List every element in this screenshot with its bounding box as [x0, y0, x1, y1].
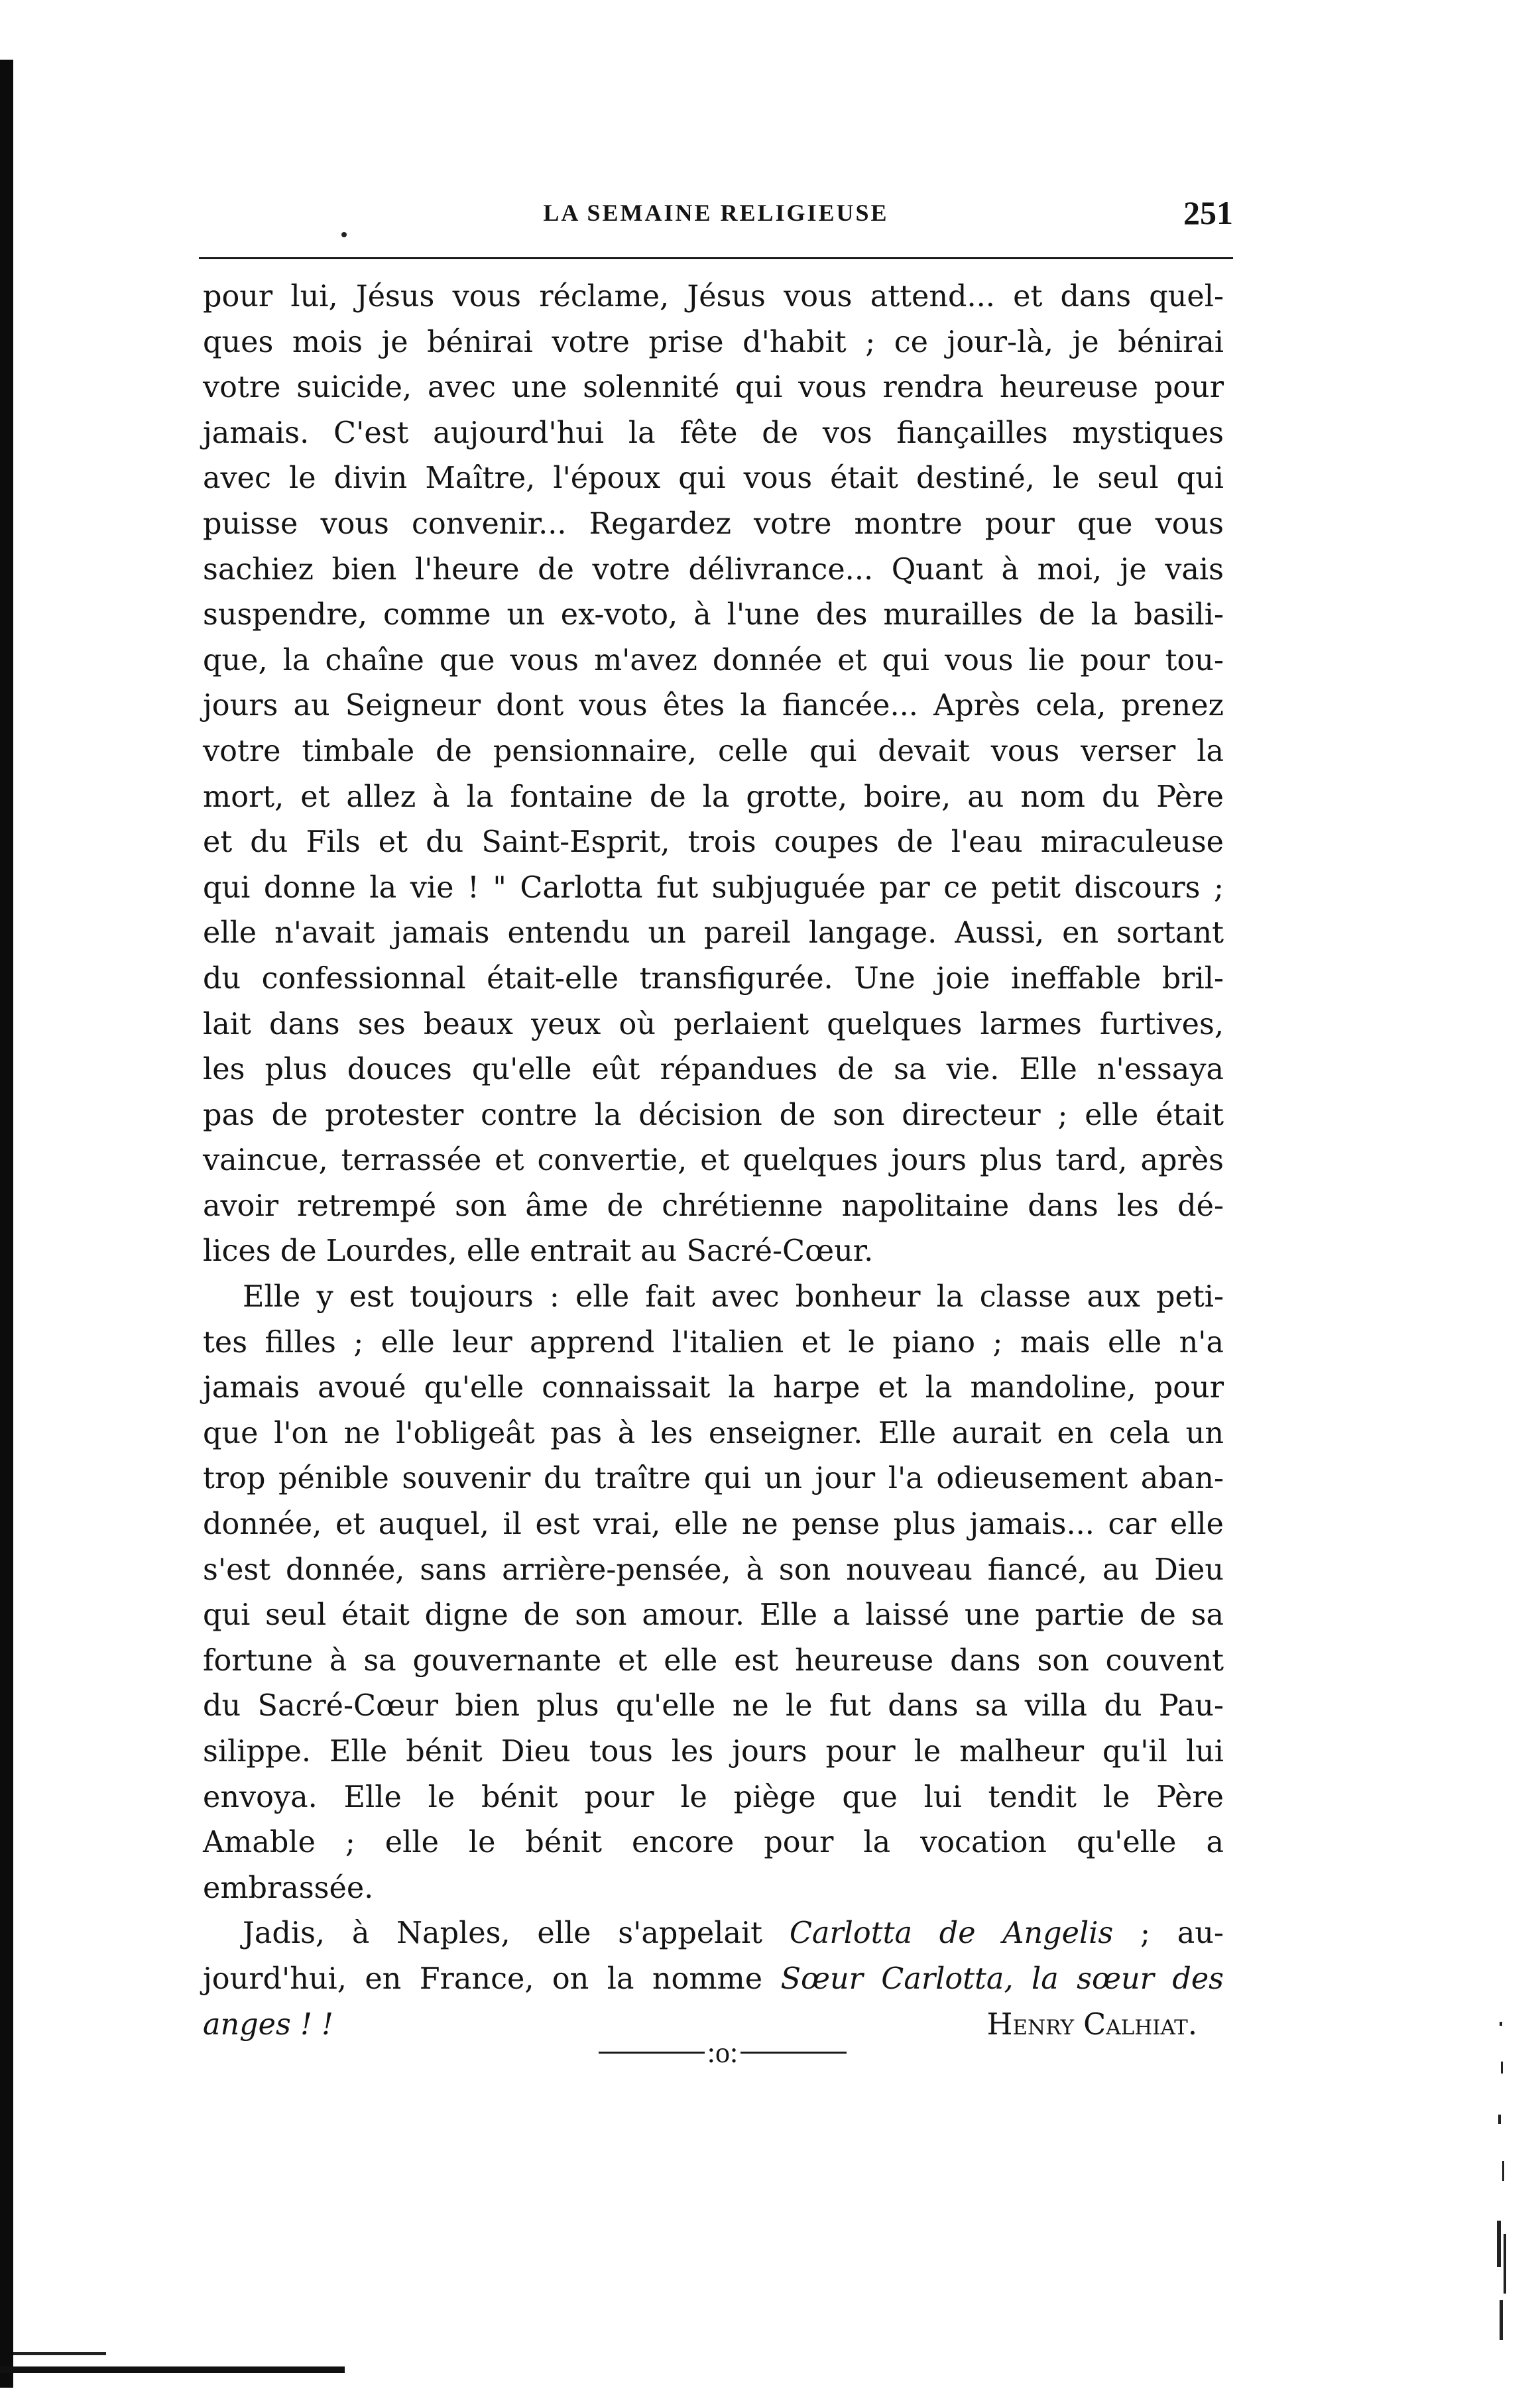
text-line: du confessionnal était-elle transfigurée. Une joie ineffable bril-: [203, 961, 1224, 996]
text-line: avec le divin Maître, l'époux qui vous était destiné, le seul qui: [203, 461, 1224, 496]
running-title: LA SEMAINE RELIGIEUSE: [543, 200, 889, 226]
text-line: envoya. Elle le bénit pour le piège que lui tendit le Père: [203, 1780, 1224, 1814]
text-line: que l'on ne l'obligeât pas à les enseigner. Elle aurait en cela un: [203, 1416, 1224, 1450]
separator-rule-right: [740, 2052, 847, 2054]
scan-border-left: [0, 60, 13, 2388]
section-separator: [583, 2032, 862, 2072]
running-header: [199, 194, 1233, 240]
text-line: jamais avoué qu'elle connaissait la harpe et la mandoline, pour: [203, 1371, 1224, 1405]
article-body: [203, 274, 1224, 2048]
text-line: suspendre, comme un ex-voto, à l'une des murailles de la basili-: [203, 598, 1224, 632]
author-signature: Henry Calhiat.: [986, 2007, 1197, 2042]
religious-name-end: anges ! !: [203, 2007, 333, 2042]
text-line: pour lui, Jésus vous réclame, Jésus vous attend... et dans quel-: [203, 280, 1224, 314]
text-line: puisse vous convenir... Regardez votre montre pour que vous: [203, 506, 1224, 541]
text-line: les plus douces qu'elle eût répandues de sa vie. Elle n'essaya: [203, 1053, 1224, 1087]
paragraph-3: [203, 1911, 1224, 2048]
text-run: ; au-: [1113, 1916, 1224, 1951]
text-line: s'est donnée, sans arrière-pensée, à son nouveau fiancé, au Dieu: [203, 1552, 1224, 1587]
text-line: et du Fils et du Saint-Esprit, trois coupes de l'eau miraculeuse: [203, 825, 1224, 860]
text-line: trop pénible souvenir du traître qui un jour l'a odieusement aban-: [203, 1462, 1224, 1496]
text-line: votre suicide, avec une solennité qui vous rendra heureuse pour: [203, 371, 1224, 405]
text-line: que, la chaîne que vous m'avez donnée et qui vous lie pour tou-: [203, 643, 1224, 677]
page-number: 251: [1183, 194, 1233, 231]
text-line: lait dans ses beaux yeux où perlaient quelques larmes furtives,: [203, 1007, 1224, 1041]
text-line: votre timbale de pensionnaire, celle qui devait vous verser la: [203, 734, 1224, 768]
text-line: sachiez bien l'heure de votre délivrance... Quant à moi, je vais: [203, 552, 1224, 587]
text-run: jourd'hui, en France, on la nomme: [203, 1961, 781, 1996]
text-line: lices de Lourdes, elle entrait au Sacré-Cœur.: [203, 1234, 874, 1269]
text-line: jamais. C'est aujourd'hui la fête de vos fiançailles mystiques: [203, 416, 1224, 450]
person-name: Carlotta de Angelis: [789, 1916, 1114, 1951]
text-line: ques mois je bénirai votre prise d'habit ; ce jour-là, je bénirai: [203, 325, 1224, 359]
text-line: elle n'avait jamais entendu un pareil langage. Aussi, en sortant: [203, 916, 1224, 951]
text-line: [203, 1911, 1224, 1957]
religious-name: Sœur Carlotta, la sœur des: [780, 1961, 1224, 1996]
text-line: fortune à sa gouvernante et elle est heureuse dans son couvent: [203, 1643, 1224, 1678]
text-line: jours au Seigneur dont vous êtes la fiancée... Après cela, prenez: [203, 689, 1224, 723]
text-line: tes filles ; elle leur apprend l'italien et le piano ; mais elle n'a: [203, 1325, 1224, 1360]
paragraph-2: [203, 1275, 1224, 1911]
text-line: embrassée.: [203, 1871, 374, 1905]
separator-rule-left: [599, 2052, 705, 2054]
text-line: Elle y est toujours : elle fait avec bonheur la classe aux peti-: [243, 1280, 1224, 1314]
separator-mark: :o:: [707, 2036, 739, 2069]
text-line: vaincue, terrassée et convertie, et quelques jours plus tard, après: [203, 1143, 1224, 1178]
paragraph-1: [203, 274, 1224, 1275]
text-line: [203, 1957, 1224, 2003]
text-line: silippe. Elle bénit Dieu tous les jours pour le malheur qu'il lui: [203, 1735, 1224, 1769]
text-run: Jadis, à Naples, elle s'appelait: [243, 1916, 790, 1951]
text-line: du Sacré-Cœur bien plus qu'elle ne le fut dans sa villa du Pau-: [203, 1689, 1224, 1723]
scan-border-bottom: [0, 2366, 345, 2373]
text-line: donnée, et auquel, il est vrai, elle ne pense plus jamais... car elle: [203, 1507, 1224, 1542]
text-line: mort, et allez à la fontaine de la grotte, boire, au nom du Père: [203, 780, 1224, 814]
header-rule: [199, 257, 1233, 259]
text-line: qui donne la vie ! " Carlotta fut subjuguée par ce petit discours ;: [203, 870, 1224, 905]
header-dot: [341, 232, 347, 237]
scan-border-bottom-thin: [13, 2352, 106, 2355]
text-line: Amable ; elle le bénit encore pour la vocation qu'elle a: [203, 1826, 1224, 1860]
scan-specks: [1492, 2022, 1511, 2393]
text-line: avoir retrempé son âme de chrétienne napolitaine dans les dé-: [203, 1189, 1224, 1223]
text-line: pas de protester contre la décision de son directeur ; elle était: [203, 1098, 1224, 1132]
text-line: qui seul était digne de son amour. Elle a laissé une partie de sa: [203, 1598, 1224, 1633]
